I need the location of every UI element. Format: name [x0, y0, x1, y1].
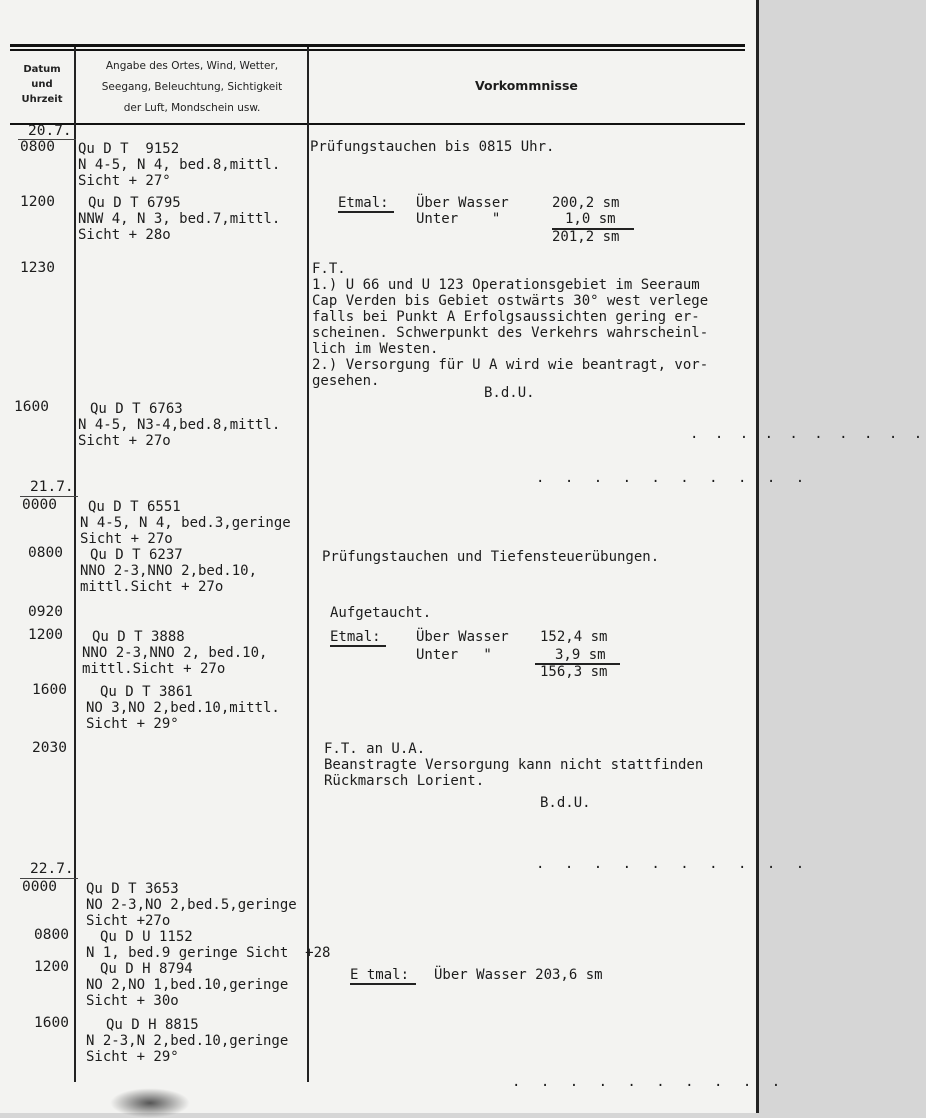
- header-bottom-rule: [10, 123, 745, 125]
- separator-dots-2: . . . . . . . . . .: [536, 470, 811, 486]
- etmal-1-label: Etmal:: [338, 195, 389, 211]
- header-datum-line1: Datum: [23, 64, 61, 75]
- etmal-2-row2-value: 3,9 sm: [555, 647, 606, 663]
- time-1600-c: 1600: [34, 1015, 69, 1031]
- ft1-line5: scheinen. Schwerpunkt des Verkehrs wahrscheinl-: [312, 325, 709, 341]
- time-0920: 0920: [28, 604, 63, 620]
- entry-14-wind: N 2-3,N 2,bed.10,geringe: [86, 1033, 289, 1049]
- entry-14-pos: Qu D H 8815: [106, 1017, 199, 1033]
- ft1-line8: gesehen.: [312, 373, 380, 389]
- date-22-7: 22.7.: [30, 861, 74, 877]
- ft2-line2: Beanstragte Versorgung kann nicht stattfinden: [324, 757, 704, 773]
- event-pruefungstauchen-1: Prüfungstauchen bis 0815 Uhr.: [310, 139, 555, 155]
- etmal-1-row1-label: Über Wasser: [416, 195, 509, 211]
- etmal-3-label: E tmal:: [350, 967, 410, 983]
- entry-2-pos: Qu D T 6795: [88, 195, 181, 211]
- event-pruefungstauchen-2: Prüfungstauchen und Tiefensteuerübungen.: [322, 549, 660, 565]
- entry-13-wind: NO 2,NO 1,bed.10,geringe: [86, 977, 289, 993]
- separator-dots-4: . . . . . . . . . .: [512, 1074, 787, 1090]
- etmal-1-total: 201,2 sm: [552, 229, 620, 245]
- ft1-line3: Cap Verden bis Gebiet ostwärts 30° west verlege: [312, 293, 709, 309]
- date-21-7: 21.7.: [30, 479, 74, 495]
- entry-5-sight: Sicht + 27o: [80, 531, 173, 547]
- header-location-line2: Seegang, Beleuchtung, Sichtigkeit: [101, 81, 283, 93]
- time-1600-b: 1600: [32, 682, 67, 698]
- time-1200-a: 1200: [20, 194, 55, 210]
- entry-14-sight: Sicht + 29°: [86, 1049, 179, 1065]
- entry-1-wind: N 4-5, N 4, bed.8,mittl.: [78, 157, 281, 173]
- entry-2-sight: Sicht + 28o: [78, 227, 171, 243]
- ft1-line1: F.T.: [312, 261, 346, 277]
- entry-13-sight: Sicht + 30o: [86, 993, 179, 1009]
- entry-8-sight: mittl.Sicht + 27o: [82, 661, 226, 677]
- ft1-line4: falls bei Punkt A Erfolgsaussichten gering er-: [312, 309, 700, 325]
- entry-2-wind: NNW 4, N 3, bed.7,mittl.: [78, 211, 281, 227]
- entry-1-pos: Qu D T 9152: [78, 141, 180, 157]
- column-divider-2: [307, 47, 309, 1082]
- etmal-3-label-underline: [350, 983, 416, 985]
- finger-shadow: [110, 1088, 190, 1118]
- time-0800-b: 0800: [28, 545, 63, 561]
- entry-4-sight: Sicht + 27o: [78, 433, 171, 449]
- event-aufgetaucht: Aufgetaucht.: [330, 605, 432, 621]
- header-vorkommnisse: Vorkommnisse: [475, 78, 578, 93]
- entry-4-pos: Qu D T 6763: [90, 401, 183, 417]
- entry-8-pos: Qu D T 3888: [92, 629, 185, 645]
- etmal-2-row1-value: 152,4 sm: [540, 629, 608, 645]
- header-datum-line2: und: [31, 79, 53, 90]
- etmal-1-row2-value: 1,0 sm: [565, 211, 616, 227]
- separator-dots-3: . . . . . . . . . .: [536, 856, 811, 872]
- header-location-line3: der Luft, Mondschein usw.: [123, 102, 261, 114]
- time-1230: 1230: [20, 260, 55, 276]
- time-0800-c: 0800: [34, 927, 69, 943]
- ft2-line1: F.T. an U.A.: [324, 741, 426, 757]
- entry-5-wind: N 4-5, N 4, bed.3,geringe: [80, 515, 291, 531]
- entry-4-wind: N 4-5, N3-4,bed.8,mittl.: [78, 417, 281, 433]
- time-1200-b: 1200: [28, 627, 63, 643]
- header-location: [78, 56, 306, 119]
- time-0000-c: 0000: [22, 879, 57, 895]
- etmal-2-row2-label: Unter ": [416, 647, 492, 663]
- ft2-signature: B.d.U.: [540, 795, 591, 811]
- entry-6-pos: Qu D T 6237: [90, 547, 183, 563]
- date-20-7: 20.7.: [28, 123, 72, 139]
- entry-9-sight: Sicht + 29°: [86, 716, 179, 732]
- entry-8-wind: NNO 2-3,NNO 2, bed.10,: [82, 645, 268, 661]
- etmal-1-label-underline: [338, 211, 394, 213]
- entry-11-wind: NO 2-3,NO 2,bed.5,geringe: [86, 897, 297, 913]
- header-datum-line3: Uhrzeit: [21, 94, 63, 105]
- ft1-signature: B.d.U.: [484, 385, 535, 401]
- entry-13-pos: Qu D H 8794: [100, 961, 193, 977]
- entry-12-wind: N 1, bed.9 geringe Sicht +28: [86, 945, 331, 961]
- ft1-line2: 1.) U 66 und U 123 Operationsgebiet im Seeraum: [312, 277, 700, 293]
- ft1-line6: lich im Westen.: [312, 341, 439, 357]
- etmal-2-label-underline: [330, 645, 386, 647]
- header-top-rule-2: [10, 49, 745, 51]
- entry-11-pos: Qu D T 3653: [86, 881, 179, 897]
- entry-5-pos: Qu D T 6551: [88, 499, 181, 515]
- entry-12-pos: Qu D U 1152: [100, 929, 193, 945]
- time-1200-c: 1200: [34, 959, 69, 975]
- column-divider-1: [74, 47, 76, 1082]
- time-2030: 2030: [32, 740, 67, 756]
- ft2-line3: Rückmarsch Lorient.: [324, 773, 485, 789]
- etmal-2-row1-label: Über Wasser: [416, 629, 509, 645]
- entry-9-wind: NO 3,NO 2,bed.10,mittl.: [86, 700, 280, 716]
- entry-11-sight: Sicht +27o: [86, 913, 171, 929]
- entry-6-sight: mittl.Sicht + 27o: [80, 579, 224, 595]
- entry-6-wind: NNO 2-3,NNO 2,bed.10,: [80, 563, 258, 579]
- entry-1-sight: Sicht + 27°: [78, 173, 171, 189]
- separator-dots-1: . . . . . . . . . .: [690, 426, 926, 442]
- header-location-line1: Angabe des Ortes, Wind, Wetter,: [105, 60, 279, 72]
- time-1600-a: 1600: [14, 399, 49, 415]
- etmal-2-total: 156,3 sm: [540, 664, 608, 680]
- etmal-3-text: Über Wasser 203,6 sm: [434, 967, 603, 983]
- entry-9-pos: Qu D T 3861: [100, 684, 193, 700]
- ft1-line7: 2.) Versorgung für U A wird wie beantragt, vor-: [312, 357, 709, 373]
- time-0800-a: 0800: [20, 139, 55, 155]
- header-top-rule: [10, 44, 745, 47]
- etmal-1-row2-label: Unter ": [416, 211, 501, 227]
- time-0000-b: 0000: [22, 497, 57, 513]
- etmal-2-label: Etmal:: [330, 629, 381, 645]
- header-datum: [12, 62, 72, 107]
- etmal-1-row1-value: 200,2 sm: [552, 195, 620, 211]
